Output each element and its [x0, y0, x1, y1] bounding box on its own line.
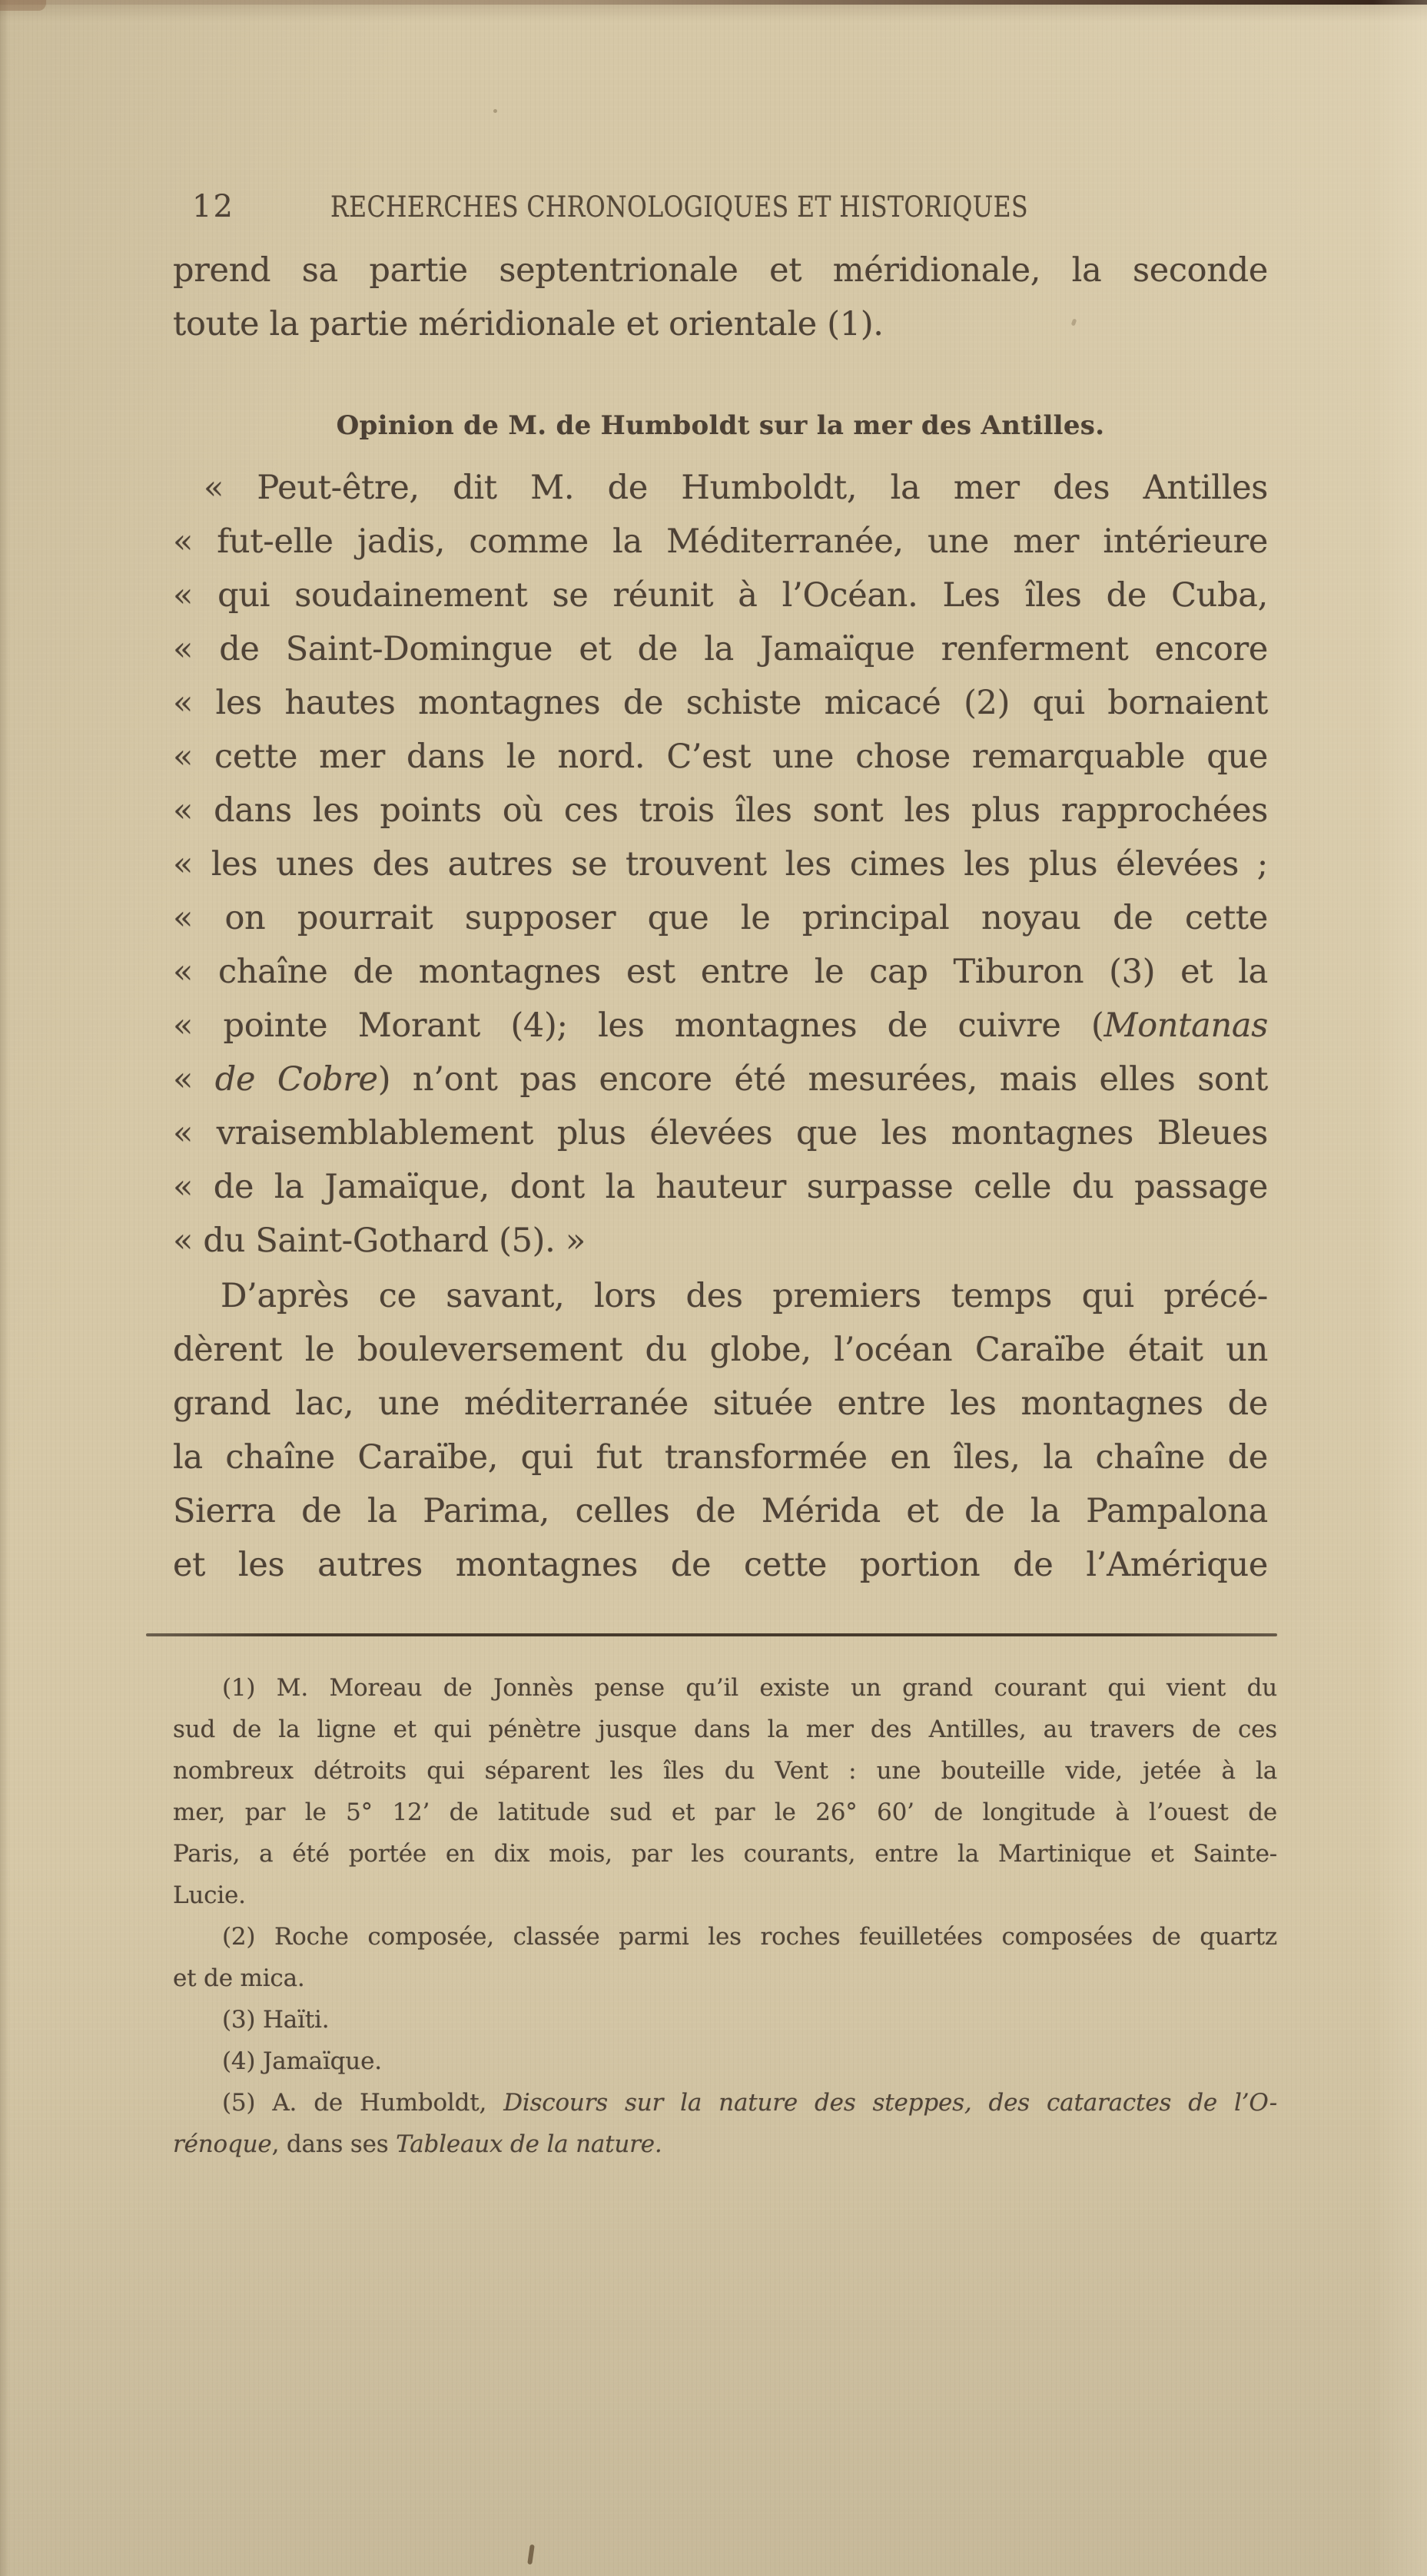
paper-speck	[493, 109, 497, 113]
text-segment: « les hautes montagnes de schiste micacé (2) qui bornaient	[173, 684, 1268, 722]
italic-text-segment: Discours sur la nature des steppes, des cataractes de l’O-	[503, 2089, 1278, 2117]
commentary-paragraph	[173, 1269, 1268, 1592]
text-segment: mer, par le 5° 12’ de latitude sud et par le 26° 60’ de longitude à l’ouest de	[173, 1799, 1277, 1826]
footnote-3	[173, 1999, 1277, 2041]
footnote-5	[173, 2082, 1277, 2165]
footnote-1	[173, 1667, 1277, 1916]
text-line	[173, 1750, 1277, 1792]
page-right-highlight	[1373, 0, 1427, 2576]
text-segment: « qui soudainement se réunit à l’Océan. Les îles de Cuba,	[173, 576, 1268, 615]
text-line	[173, 1833, 1277, 1875]
text-line	[173, 945, 1268, 999]
text-segment: prend sa partie septentrionale et méridionale, la seconde	[173, 251, 1268, 290]
text-segment: Lucie.	[173, 1881, 246, 1909]
italic-text-segment: rénoque	[173, 2130, 272, 2158]
text-line	[173, 1792, 1277, 1833]
text-segment: « cette mer dans le nord. C’est une chose remarquable que	[173, 738, 1268, 776]
text-line	[173, 784, 1268, 837]
text-segment: (5) A. de Humboldt,	[222, 2089, 504, 2117]
text-segment: « on pourrait supposer que le principal noyau de cette	[173, 899, 1268, 937]
text-segment: (4) Jamaïque.	[222, 2047, 382, 2075]
text-line	[173, 837, 1268, 891]
text-line	[173, 891, 1268, 945]
text-line	[173, 1667, 1277, 1709]
running-title: RECHERCHES CHRONOLOGIQUES ET HISTORIQUES	[330, 191, 1028, 224]
text-line	[173, 1377, 1268, 1431]
text-segment: «	[173, 1060, 215, 1099]
text-line	[173, 1709, 1277, 1750]
text-segment: la chaîne Caraïbe, qui fut transformée en îles, la chaîne de	[173, 1438, 1268, 1477]
text-line	[173, 1160, 1268, 1214]
text-line	[173, 1323, 1268, 1377]
text-line	[173, 2082, 1277, 2123]
text-line	[173, 730, 1268, 784]
page-number: 12	[192, 189, 234, 224]
text-segment: « de la Jamaïque, dont la hauteur surpasse celle du passage	[173, 1168, 1268, 1206]
humboldt-quote-paragraph	[173, 461, 1268, 1268]
text-segment: et de mica.	[173, 1964, 305, 1992]
text-segment: (1) M. Moreau de Jonnès pense qu’il existe un grand courant qui vient du	[222, 1674, 1277, 1702]
text-line	[173, 569, 1268, 622]
text-segment: dèrent le bouleversement du globe, l’océan Caraïbe était un	[173, 1331, 1268, 1369]
footnote-separator-rule	[146, 1633, 1277, 1636]
text-segment: grand lac, une méditerranée située entre les montagnes de	[173, 1384, 1268, 1423]
text-segment: D’après ce savant, lors des premiers temps qui précé-	[221, 1277, 1268, 1315]
text-line	[173, 1431, 1268, 1484]
scan-corner-artifact	[0, 0, 46, 11]
text-line	[173, 1484, 1268, 1538]
footnotes-section	[173, 1667, 1277, 2165]
text-line	[173, 2123, 1277, 2165]
text-line	[173, 999, 1268, 1053]
text-line	[173, 622, 1268, 676]
text-segment: (2) Roche composée, classée parmi les roches feuilletées composées de quartz	[222, 1923, 1277, 1951]
text-line	[173, 1214, 1268, 1268]
text-segment: « chaîne de montagnes est entre le cap Tiburon (3) et la	[173, 953, 1268, 991]
text-line	[173, 676, 1268, 730]
italic-text-segment: de Cobre	[214, 1060, 378, 1099]
footnote-2	[173, 1916, 1277, 1999]
paragraph-continuation	[173, 244, 1268, 351]
text-segment: « pointe Morant (4); les montagnes de cuivre (	[173, 1006, 1104, 1045]
text-line	[173, 1999, 1277, 2041]
text-segment: « dans les points où ces trois îles sont les plus rapprochées	[173, 791, 1268, 830]
italic-text-segment: Montanas	[1103, 1006, 1268, 1045]
text-line	[173, 1053, 1268, 1106]
text-line	[173, 244, 1268, 297]
text-segment: Paris, a été portée en dix mois, par les courants, entre la Martinique et Sainte-	[173, 1840, 1277, 1868]
text-segment: « vraisemblablement plus élevées que les montagnes Bleues	[173, 1114, 1268, 1152]
text-line	[173, 1916, 1277, 1958]
page-top-gradient	[0, 5, 1427, 22]
text-segment: toute la partie méridionale et orientale (1).	[173, 305, 884, 343]
text-segment: sud de la ligne et qui pénètre jusque dans la mer des Antilles, au travers de ces	[173, 1716, 1277, 1743]
text-line	[173, 1958, 1277, 1999]
text-line	[173, 2041, 1277, 2082]
paper-speck	[527, 2545, 535, 2565]
text-segment: et les autres montagnes de cette portion de l’Amérique	[173, 1546, 1268, 1584]
text-line	[173, 1875, 1277, 1916]
text-line	[173, 1538, 1268, 1592]
section-heading: Opinion de M. de Humboldt sur la mer des Antilles.	[336, 410, 1105, 441]
text-line	[173, 515, 1268, 569]
text-segment: « les unes des autres se trouvent les cimes les plus élevées ;	[173, 845, 1268, 884]
text-segment: (3) Haïti.	[222, 2006, 330, 2034]
text-segment: « du Saint-Gothard (5). »	[173, 1222, 586, 1260]
page-left-edge-shadow	[0, 0, 9, 2576]
footnote-4	[173, 2041, 1277, 2082]
text-segment: nombreux détroits qui séparent les îles du Vent : une bouteille vide, jetée à la	[173, 1757, 1277, 1785]
italic-text-segment: Tableaux de la nature.	[396, 2130, 662, 2158]
text-line	[173, 297, 1268, 351]
text-line	[173, 461, 1268, 515]
text-line	[173, 1269, 1268, 1323]
text-segment: « fut-elle jadis, comme la Méditerranée, une mer intérieure	[173, 522, 1268, 561]
text-segment: Sierra de la Parima, celles de Mérida et de la Pampalona	[173, 1492, 1268, 1530]
text-segment: « de Saint-Domingue et de la Jamaïque renferment encore	[173, 630, 1268, 668]
text-segment: ) n’ont pas encore été mesurées, mais elles sont	[377, 1060, 1268, 1099]
text-segment: , dans ses	[271, 2130, 397, 2158]
text-segment: « Peut-être, dit M. de Humboldt, la mer des Antilles	[204, 469, 1268, 507]
text-line	[173, 1106, 1268, 1160]
